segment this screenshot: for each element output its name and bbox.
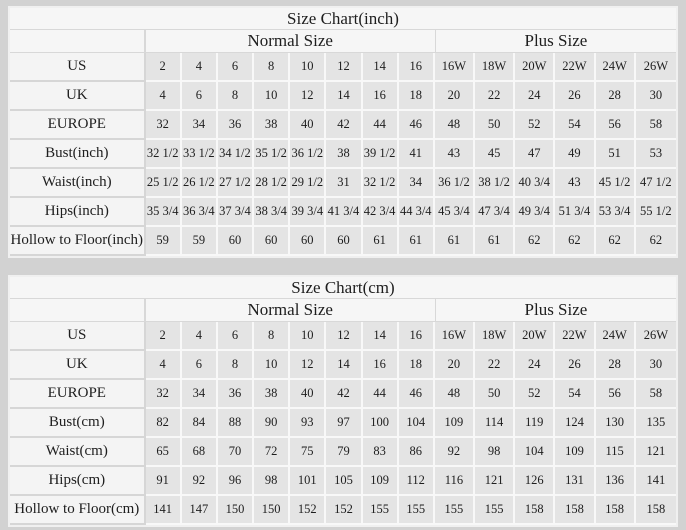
size-value-cell: 32 1/2 (363, 169, 399, 198)
size-value-cell: 18 (399, 82, 435, 111)
size-value-cell: 38 (254, 380, 290, 409)
row-label: EUROPE (10, 111, 146, 140)
size-value-cell: 51 3/4 (555, 198, 595, 227)
size-value-cell: 18 (399, 351, 435, 380)
group-header-normal-size: Normal Size (146, 299, 435, 322)
size-value-cell: 36 (218, 380, 254, 409)
size-value-cell: 119 (515, 409, 555, 438)
size-value-cell: 28 (596, 82, 636, 111)
size-value-cell: 124 (555, 409, 595, 438)
size-value-cell: 121 (636, 438, 676, 467)
size-value-cell: 155 (435, 496, 475, 525)
size-value-cell: 93 (290, 409, 326, 438)
row-label: UK (10, 351, 146, 380)
size-value-cell: 60 (254, 227, 290, 256)
size-value-cell: 60 (218, 227, 254, 256)
size-value-cell: 25 1/2 (146, 169, 182, 198)
table-row (10, 111, 676, 140)
size-value-cell: 58 (636, 111, 676, 140)
size-value-cell: 42 (326, 111, 362, 140)
size-value-cell: 158 (596, 496, 636, 525)
size-value-cell: 32 (146, 380, 182, 409)
row-label: Waist(inch) (10, 169, 146, 198)
size-value-cell: 22 (475, 82, 515, 111)
size-value-cell: 49 (555, 140, 595, 169)
size-value-cell: 38 (326, 140, 362, 169)
size-value-cell: 41 (399, 140, 435, 169)
size-value-cell: 114 (475, 409, 515, 438)
size-value-cell: 62 (555, 227, 595, 256)
size-value-cell: 39 3/4 (290, 198, 326, 227)
size-value-cell: 14 (363, 322, 399, 351)
size-value-cell: 90 (254, 409, 290, 438)
size-value-cell: 12 (326, 322, 362, 351)
group-header-row (10, 299, 676, 322)
size-value-cell: 6 (182, 82, 218, 111)
size-value-cell: 12 (326, 53, 362, 82)
size-value-cell: 104 (515, 438, 555, 467)
size-value-cell: 112 (399, 467, 435, 496)
size-value-cell: 40 3/4 (515, 169, 555, 198)
size-value-cell: 36 1/2 (290, 140, 326, 169)
size-value-cell: 20W (515, 322, 555, 351)
size-value-cell: 14 (326, 351, 362, 380)
size-value-cell: 10 (254, 82, 290, 111)
size-value-cell: 40 (290, 111, 326, 140)
size-value-cell: 150 (254, 496, 290, 525)
size-value-cell: 100 (363, 409, 399, 438)
size-value-cell: 28 (596, 351, 636, 380)
size-value-cell: 16 (399, 322, 435, 351)
size-value-cell: 16W (435, 322, 475, 351)
row-label: Hollow to Floor(cm) (10, 496, 146, 525)
size-value-cell: 43 (555, 169, 595, 198)
size-value-cell: 4 (146, 82, 182, 111)
table-row (10, 53, 676, 82)
size-value-cell: 16 (363, 82, 399, 111)
size-value-cell: 4 (182, 322, 218, 351)
size-value-cell: 47 (515, 140, 555, 169)
size-value-cell: 47 3/4 (475, 198, 515, 227)
size-value-cell: 16 (399, 53, 435, 82)
table-row (10, 438, 676, 467)
size-value-cell: 46 (399, 380, 435, 409)
size-value-cell: 53 (636, 140, 676, 169)
size-value-cell: 50 (475, 380, 515, 409)
size-value-cell: 26W (636, 53, 676, 82)
size-value-cell: 61 (435, 227, 475, 256)
group-header-plus-size: Plus Size (435, 30, 676, 53)
size-value-cell: 68 (182, 438, 218, 467)
size-value-cell: 44 3/4 (399, 198, 435, 227)
size-value-cell: 20 (435, 351, 475, 380)
row-label: US (10, 53, 146, 82)
size-value-cell: 42 (326, 380, 362, 409)
size-value-cell: 26W (636, 322, 676, 351)
size-value-cell: 24W (596, 53, 636, 82)
table-row (10, 82, 676, 111)
table-row (10, 467, 676, 496)
size-value-cell: 35 1/2 (254, 140, 290, 169)
size-value-cell: 27 1/2 (218, 169, 254, 198)
size-value-cell: 158 (515, 496, 555, 525)
size-value-cell: 26 (555, 351, 595, 380)
size-value-cell: 50 (475, 111, 515, 140)
size-value-cell: 155 (363, 496, 399, 525)
size-value-cell: 52 (515, 111, 555, 140)
size-value-cell: 70 (218, 438, 254, 467)
size-value-cell: 152 (326, 496, 362, 525)
table-row (10, 409, 676, 438)
size-value-cell: 14 (363, 53, 399, 82)
row-label: Bust(inch) (10, 140, 146, 169)
table-title: Size Chart(inch) (10, 8, 676, 30)
size-value-cell: 12 (290, 351, 326, 380)
table-row (10, 227, 676, 256)
size-value-cell: 34 (182, 111, 218, 140)
size-value-cell: 136 (596, 467, 636, 496)
size-value-cell: 29 1/2 (290, 169, 326, 198)
table-row (10, 140, 676, 169)
size-value-cell: 6 (218, 53, 254, 82)
size-value-cell: 28 1/2 (254, 169, 290, 198)
size-value-cell: 86 (399, 438, 435, 467)
size-value-cell: 101 (290, 467, 326, 496)
size-value-cell: 83 (363, 438, 399, 467)
group-header-row (10, 30, 676, 53)
size-value-cell: 47 1/2 (636, 169, 676, 198)
size-value-cell: 22 (475, 351, 515, 380)
size-value-cell: 26 (555, 82, 595, 111)
size-value-cell: 24 (515, 351, 555, 380)
size-value-cell: 98 (475, 438, 515, 467)
size-value-cell: 30 (636, 351, 676, 380)
size-value-cell: 34 (182, 380, 218, 409)
size-value-cell: 20 (435, 82, 475, 111)
size-value-cell: 40 (290, 380, 326, 409)
size-value-cell: 26 1/2 (182, 169, 218, 198)
size-value-cell: 152 (290, 496, 326, 525)
size-value-cell: 62 (515, 227, 555, 256)
table-title: Size Chart(cm) (10, 277, 676, 299)
size-value-cell: 12 (290, 82, 326, 111)
size-value-cell: 20W (515, 53, 555, 82)
corner-cell (10, 299, 146, 322)
size-value-cell: 16W (435, 53, 475, 82)
size-value-cell: 22W (555, 53, 595, 82)
size-value-cell: 2 (146, 322, 182, 351)
size-value-cell: 2 (146, 53, 182, 82)
size-value-cell: 35 3/4 (146, 198, 182, 227)
size-value-cell: 34 (399, 169, 435, 198)
size-value-cell: 141 (146, 496, 182, 525)
size-value-cell: 6 (218, 322, 254, 351)
size-value-cell: 56 (596, 111, 636, 140)
size-value-cell: 4 (146, 351, 182, 380)
size-value-cell: 34 1/2 (218, 140, 254, 169)
size-value-cell: 109 (435, 409, 475, 438)
size-value-cell: 4 (182, 53, 218, 82)
size-value-cell: 158 (636, 496, 676, 525)
size-value-cell: 60 (326, 227, 362, 256)
corner-cell (10, 30, 146, 53)
table-title-row (10, 277, 676, 299)
size-value-cell: 147 (182, 496, 218, 525)
size-value-cell: 82 (146, 409, 182, 438)
size-chart-cm-table (8, 275, 678, 527)
size-value-cell: 60 (290, 227, 326, 256)
row-label: Hollow to Floor(inch) (10, 227, 146, 256)
size-value-cell: 32 1/2 (146, 140, 182, 169)
size-value-cell: 14 (326, 82, 362, 111)
table-row (10, 380, 676, 409)
size-value-cell: 84 (182, 409, 218, 438)
size-value-cell: 115 (596, 438, 636, 467)
size-value-cell: 37 3/4 (218, 198, 254, 227)
size-value-cell: 104 (399, 409, 435, 438)
size-value-cell: 48 (435, 111, 475, 140)
size-value-cell: 51 (596, 140, 636, 169)
size-value-cell: 65 (146, 438, 182, 467)
size-value-cell: 55 1/2 (636, 198, 676, 227)
size-value-cell: 150 (218, 496, 254, 525)
size-value-cell: 54 (555, 380, 595, 409)
table-title-row (10, 8, 676, 30)
size-value-cell: 61 (475, 227, 515, 256)
size-value-cell: 155 (399, 496, 435, 525)
size-value-cell: 59 (182, 227, 218, 256)
size-value-cell: 116 (435, 467, 475, 496)
size-value-cell: 121 (475, 467, 515, 496)
row-label: Hips(inch) (10, 198, 146, 227)
row-label: Hips(cm) (10, 467, 146, 496)
size-value-cell: 62 (596, 227, 636, 256)
row-label: US (10, 322, 146, 351)
size-value-cell: 8 (218, 82, 254, 111)
size-value-cell: 49 3/4 (515, 198, 555, 227)
size-value-cell: 38 1/2 (475, 169, 515, 198)
size-value-cell: 10 (290, 322, 326, 351)
size-value-cell: 6 (182, 351, 218, 380)
size-value-cell: 45 (475, 140, 515, 169)
size-value-cell: 36 (218, 111, 254, 140)
size-value-cell: 31 (326, 169, 362, 198)
size-value-cell: 48 (435, 380, 475, 409)
table-row (10, 496, 676, 525)
group-header-plus-size: Plus Size (435, 299, 676, 322)
size-value-cell: 33 1/2 (182, 140, 218, 169)
size-value-cell: 135 (636, 409, 676, 438)
row-label: Waist(cm) (10, 438, 146, 467)
size-value-cell: 61 (363, 227, 399, 256)
size-value-cell: 43 (435, 140, 475, 169)
size-value-cell: 109 (363, 467, 399, 496)
size-value-cell: 46 (399, 111, 435, 140)
size-value-cell: 38 (254, 111, 290, 140)
size-value-cell: 39 1/2 (363, 140, 399, 169)
size-value-cell: 72 (254, 438, 290, 467)
size-value-cell: 18W (475, 322, 515, 351)
size-value-cell: 141 (636, 467, 676, 496)
size-value-cell: 59 (146, 227, 182, 256)
size-chart-inch-table (8, 6, 678, 258)
size-value-cell: 92 (182, 467, 218, 496)
size-value-cell: 38 3/4 (254, 198, 290, 227)
size-value-cell: 98 (254, 467, 290, 496)
row-label: EUROPE (10, 380, 146, 409)
size-value-cell: 41 3/4 (326, 198, 362, 227)
size-value-cell: 8 (254, 322, 290, 351)
size-value-cell: 75 (290, 438, 326, 467)
size-value-cell: 32 (146, 111, 182, 140)
size-value-cell: 10 (290, 53, 326, 82)
size-value-cell: 79 (326, 438, 362, 467)
size-value-cell: 8 (218, 351, 254, 380)
table-row (10, 169, 676, 198)
size-value-cell: 105 (326, 467, 362, 496)
size-value-cell: 36 3/4 (182, 198, 218, 227)
size-value-cell: 96 (218, 467, 254, 496)
size-value-cell: 24W (596, 322, 636, 351)
size-value-cell: 22W (555, 322, 595, 351)
size-value-cell: 130 (596, 409, 636, 438)
size-value-cell: 155 (475, 496, 515, 525)
size-value-cell: 53 3/4 (596, 198, 636, 227)
size-value-cell: 88 (218, 409, 254, 438)
size-table (8, 6, 678, 258)
size-value-cell: 62 (636, 227, 676, 256)
table-row (10, 322, 676, 351)
size-value-cell: 24 (515, 82, 555, 111)
size-value-cell: 8 (254, 53, 290, 82)
size-value-cell: 56 (596, 380, 636, 409)
size-value-cell: 10 (254, 351, 290, 380)
size-value-cell: 158 (555, 496, 595, 525)
size-value-cell: 44 (363, 111, 399, 140)
size-value-cell: 18W (475, 53, 515, 82)
size-value-cell: 126 (515, 467, 555, 496)
size-value-cell: 52 (515, 380, 555, 409)
table-row (10, 198, 676, 227)
size-value-cell: 58 (636, 380, 676, 409)
size-value-cell: 61 (399, 227, 435, 256)
size-value-cell: 45 1/2 (596, 169, 636, 198)
row-label: UK (10, 82, 146, 111)
size-value-cell: 16 (363, 351, 399, 380)
size-value-cell: 44 (363, 380, 399, 409)
size-value-cell: 30 (636, 82, 676, 111)
size-value-cell: 109 (555, 438, 595, 467)
size-value-cell: 97 (326, 409, 362, 438)
size-value-cell: 54 (555, 111, 595, 140)
size-value-cell: 42 3/4 (363, 198, 399, 227)
size-value-cell: 91 (146, 467, 182, 496)
row-label: Bust(cm) (10, 409, 146, 438)
size-value-cell: 45 3/4 (435, 198, 475, 227)
size-table (8, 275, 678, 527)
group-header-normal-size: Normal Size (146, 30, 435, 53)
size-value-cell: 92 (435, 438, 475, 467)
size-value-cell: 131 (555, 467, 595, 496)
size-value-cell: 36 1/2 (435, 169, 475, 198)
table-row (10, 351, 676, 380)
